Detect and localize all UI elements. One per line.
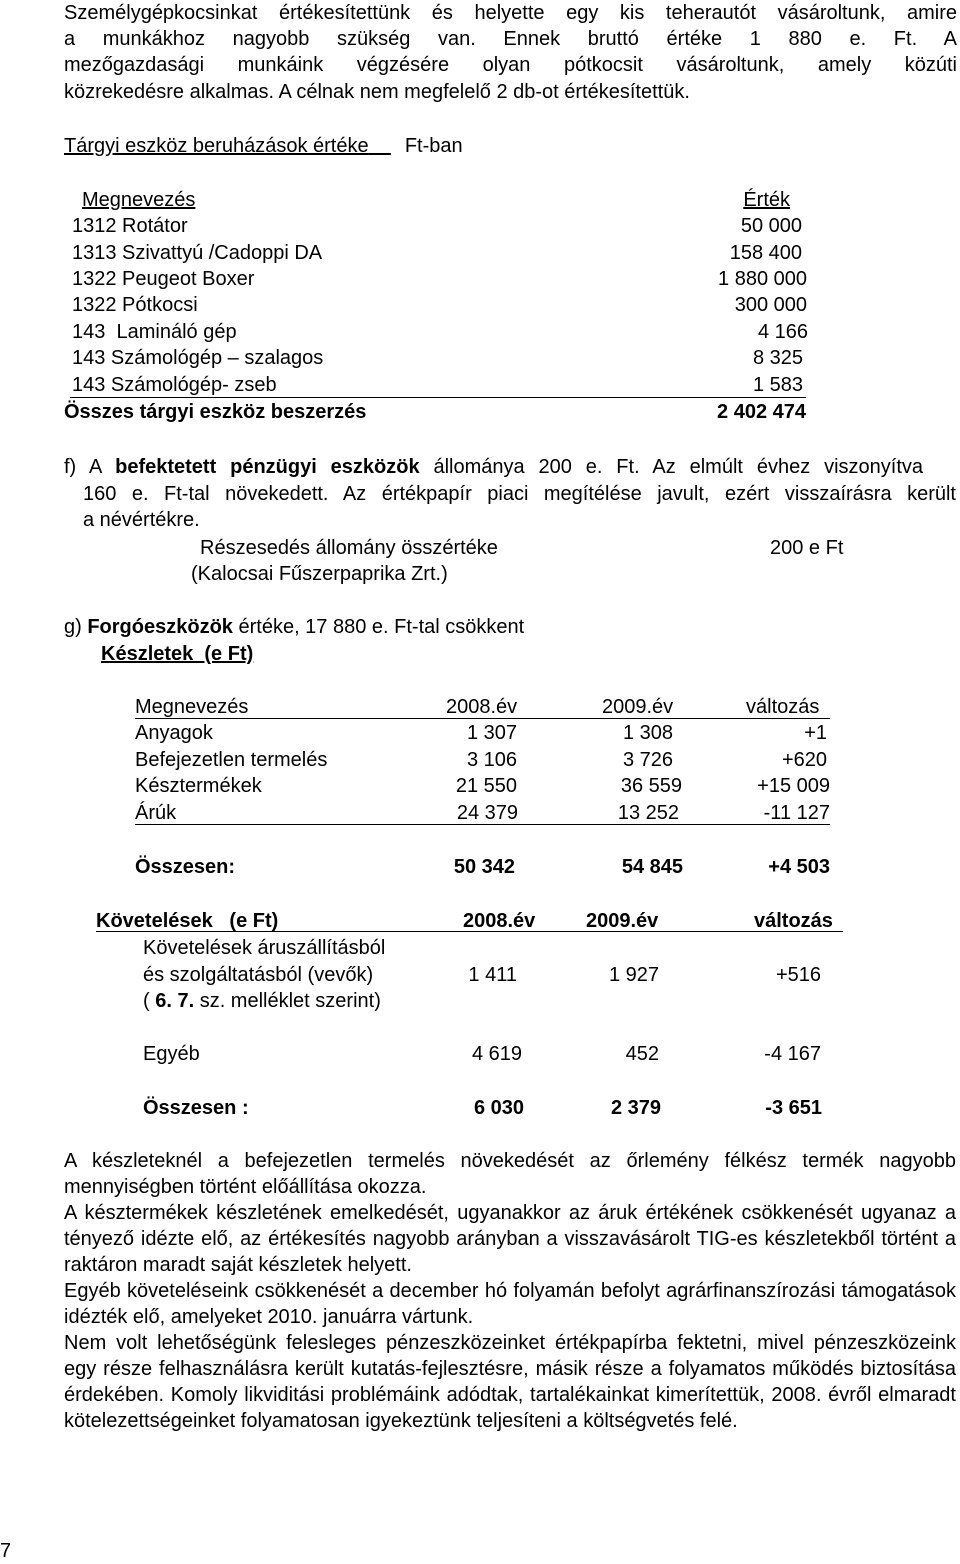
asset-table-divider: [70, 397, 806, 398]
intro-line-2: a munkákhoz nagyobb szükség van. Ennek bruttó értéke 1 880 e. Ft. A: [64, 28, 957, 50]
inventory-header-change: változás: [746, 696, 820, 718]
asset-title-label: Tárgyi eszköz beruházások értéke: [64, 135, 369, 157]
closing-text: [64, 1148, 956, 1434]
asset-row-name: 1312 Rotátor: [72, 215, 188, 237]
asset-col-value: Érték: [743, 189, 790, 211]
inventory-total-change: +4 503: [768, 856, 830, 878]
asset-row-name: 143 Számológép- zseb: [72, 374, 277, 396]
receivables-row1-label-1: Követelések áruszállításból: [143, 937, 386, 959]
share-label: Részesedés állomány összértéke: [200, 537, 498, 559]
receivables-row1-change: +516: [775, 964, 821, 986]
closing-paragraph: Egyéb követeléseink csökkenését a december hó folyamán befolyt agrárfinanszírozási támogatások idézték elő, amelyeket 2010. januárra vártunk.: [64, 1280, 956, 1328]
asset-row-name: 1322 Peugeot Boxer: [72, 268, 255, 290]
inventory-title: Készletek (e Ft): [101, 643, 254, 665]
receivables-row2-2008: 4 619: [471, 1043, 522, 1065]
receivables-header-2009: 2009.év: [586, 910, 659, 932]
closing-paragraph: A készleteknél a befejezetlen termelés növekedését az őrlemény félkész termék nagyobb mennyiségben történt előállítása okozza.: [64, 1150, 956, 1198]
asset-title-text: [64, 135, 391, 157]
asset-unit: Ft-ban: [404, 135, 463, 157]
inventory-cell-2008: 1 307: [466, 722, 517, 744]
receivables-row2-2009: 452: [625, 1043, 659, 1065]
receivables-row1-2009: 1 927: [608, 964, 659, 986]
inventory-header-rule: [135, 718, 830, 719]
section-f-line-2: 160 e. Ft-tal növekedett. Az értékpapír piaci megítélése javult, ezért visszaírásra került: [83, 483, 956, 505]
inventory-header-name: Megnevezés: [135, 696, 249, 718]
asset-row-value: 1 583: [752, 374, 803, 396]
receivables-total-2009: 2 379: [610, 1097, 661, 1119]
inventory-header-2009: 2009.év: [602, 696, 674, 718]
receivables-note-bold: 6. 7.: [155, 990, 195, 1012]
asset-row-value: 158 400: [729, 242, 802, 264]
receivables-header-2008: 2008.év: [463, 910, 536, 932]
page-number: 7: [0, 1540, 12, 1562]
asset-row-value: 300 000: [734, 294, 807, 316]
receivables-row2-change: -4 167: [764, 1043, 821, 1065]
inventory-cell-change: -11 127: [763, 802, 830, 824]
inventory-header-2008: 2008.év: [446, 696, 518, 718]
asset-row-name: 143 Lamináló gép: [72, 321, 237, 343]
inventory-total-2009: 54 845: [621, 856, 683, 878]
section-f-line-1: [64, 454, 923, 480]
asset-row-value: 50 000: [740, 215, 802, 237]
inventory-cell-2008: 21 550: [455, 775, 517, 797]
inventory-cell-2008: 24 379: [456, 802, 518, 824]
inventory-cell-name: Árúk: [135, 802, 177, 824]
receivables-header-name: Követelések (e Ft): [96, 910, 279, 932]
closing-paragraph: Nem volt lehetőségünk felesleges pénzeszközeinket értékpapírba fektetni, mivel pénzeszközeink egy része felhasználásra került kutatás-fejlesztésre, másik része a folyamatos működés biztosítása érdekében. Komoly likviditási problémáink adódtak, tartalékainkat kimerítettük, 2008. évről elmaradt kötelezettségeinket folyamatosan igyekeztünk teljesíteni a költségvetés felé.: [64, 1332, 956, 1432]
asset-row-name: 1313 Szivattyú /Cadoppi DA: [72, 242, 323, 264]
receivables-header-change: változás: [754, 910, 833, 932]
asset-row-value: 4 166: [757, 321, 808, 343]
inventory-cell-2009: 1 308: [622, 722, 673, 744]
asset-total-value: 2 402 474: [717, 401, 806, 423]
receivables-row1-label-2: és szolgáltatásból (vevők): [143, 964, 374, 986]
inventory-cell-2009: 3 726: [622, 749, 673, 771]
receivables-total-label: Összesen :: [143, 1097, 249, 1119]
inventory-total-2008: 50 342: [453, 856, 515, 878]
inventory-bottom-rule: [135, 824, 830, 825]
inventory-cell-2009: 36 559: [620, 775, 682, 797]
asset-row-value: 1 880 000: [718, 268, 807, 290]
closing-paragraph: A késztermékek készletének emelkedését, ugyanakkor az áruk értékének csökkenését ugyanaz a tényező idézte elő, az értékesítés nagyobb arányban a visszavásárolt TIG-es készletekből történt a raktáron maradt saját készletek helyett.: [64, 1202, 956, 1276]
inventory-cell-name: Anyagok: [135, 722, 213, 744]
section-g-line: [64, 614, 524, 640]
receivables-total-change: -3 651: [765, 1097, 822, 1119]
inventory-cell-2008: 3 106: [466, 749, 517, 771]
receivables-row1-note: [143, 988, 381, 1014]
intro-line-1: Személygépkocsinkat értékesítettünk és helyette egy kis teherautót vásároltunk, amire: [64, 2, 957, 24]
receivables-header-rule: [96, 931, 843, 932]
inventory-cell-name: Befejezetlen termelés: [135, 749, 328, 771]
intro-line-4: közrekedésre alkalmas. A célnak nem megfelelő 2 db-ot értékesítettük.: [64, 81, 690, 103]
share-company: (Kalocsai Fűszerpaprika Zrt.): [191, 563, 448, 585]
inventory-cell-2009: 13 252: [617, 802, 679, 824]
inventory-cell-change: +15 009: [757, 775, 830, 797]
section-g-rest: értéke, 17 880 e. Ft-tal csökkent: [232, 616, 525, 638]
asset-row-name: 143 Számológép – szalagos: [72, 347, 324, 369]
intro-line-3: mezőgazdasági munkáink végzésére olyan pótkocsit vásároltunk, amely közúti: [64, 54, 957, 76]
inventory-cell-change: +1: [804, 722, 827, 744]
share-value: 200 e Ft: [770, 537, 844, 559]
section-f-prefix: f) A: [64, 456, 116, 478]
section-f-rest: állománya 200 e. Ft. Az elmúlt évhez viszonyítva: [419, 456, 924, 478]
inventory-total-label: Összesen:: [135, 856, 236, 878]
section-g-prefix: g): [64, 616, 88, 638]
receivables-note-post: sz. melléklet szerint): [194, 990, 381, 1012]
receivables-row1-2008: 1 411: [468, 964, 517, 986]
asset-title: [64, 133, 463, 159]
receivables-note-pre: (: [143, 990, 156, 1012]
asset-col-name: Megnevezés: [82, 189, 196, 211]
section-f-line-3: a névértékre.: [83, 509, 200, 531]
inventory-cell-change: +620: [781, 749, 827, 771]
asset-row-name: 1322 Pótkocsi: [72, 294, 198, 316]
receivables-total-2008: 6 030: [473, 1097, 524, 1119]
asset-row-value: 8 325: [752, 347, 803, 369]
receivables-row2-label: Egyéb: [143, 1043, 200, 1065]
section-f-bold: befektetett pénzügyi eszközök: [115, 456, 420, 478]
inventory-cell-name: Késztermékek: [135, 775, 262, 797]
section-g-bold: Forgóeszközök: [87, 616, 233, 638]
asset-total-label: Összes tárgyi eszköz beszerzés: [64, 401, 367, 423]
